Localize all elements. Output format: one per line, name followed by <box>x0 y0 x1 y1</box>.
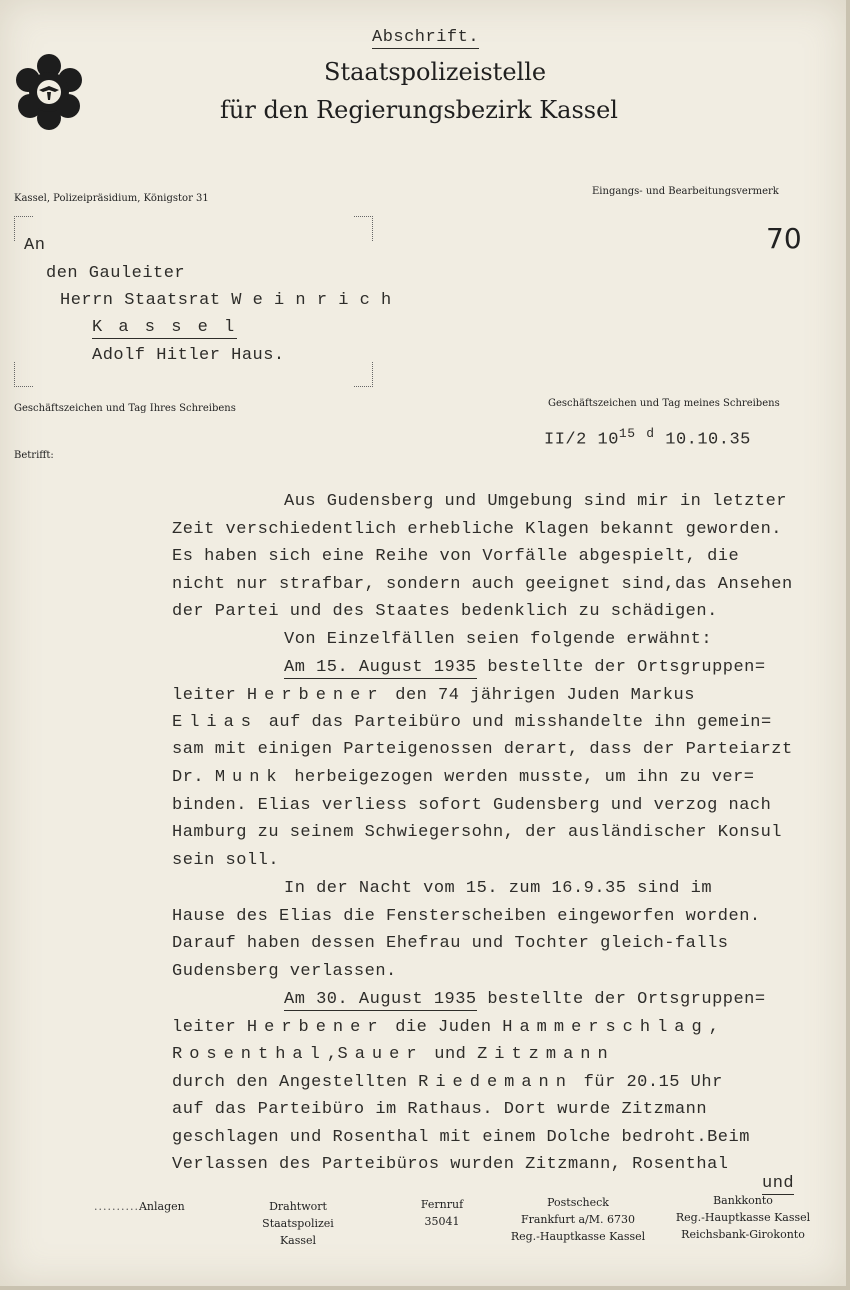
footer-text: Reg.-Hauptkasse Kassel <box>675 1211 811 1224</box>
date-underlined: Am 30. August 1935 <box>284 990 477 1009</box>
body-line: Hause des Elias die Fensterscheiben eingeworfen worden. <box>172 907 761 926</box>
body-text: durch den Angestellten <box>172 1073 419 1092</box>
footer-text: Postscheck <box>547 1196 609 1209</box>
continuation-word: und <box>762 1174 795 1193</box>
body-text: Dr. <box>172 768 215 787</box>
footer-text: Drahtwort <box>269 1200 327 1213</box>
footer-text: Bankkonto <box>713 1194 773 1207</box>
body-line: der Partei und des Staates bedenklich zu schädigen. <box>172 602 718 621</box>
body-line: sein soll. <box>172 851 280 870</box>
body-text: auf das Parteibüro und misshandelte ihn gemein= <box>258 713 772 732</box>
footer-text: Reg.-Hauptkasse Kassel <box>510 1230 646 1243</box>
body-text: bestellte der Ortsgruppen= <box>476 990 766 1009</box>
footer-text: Fernruf <box>420 1198 464 1211</box>
footer-text: Staatspolizei <box>262 1217 334 1230</box>
name-munk: Munk <box>214 768 284 787</box>
name-zitzmann: Zitzmann <box>477 1045 615 1064</box>
name-riedemann: Riedemann <box>418 1073 573 1092</box>
subject-label: Betrifft: <box>14 450 54 461</box>
body-text: , <box>326 1045 338 1064</box>
body-line <box>172 1045 615 1064</box>
name-herbener: Herbener <box>246 1018 385 1037</box>
body-text: für 20.15 Uhr <box>572 1073 723 1092</box>
my-reference-label: Geschäftszeichen und Tag meines Schreibens <box>548 398 780 409</box>
footer-text: 35041 <box>424 1215 460 1228</box>
body-text: herbeigezogen werden musste, um ihn zu ver= <box>283 768 755 787</box>
body-line: Gudensberg verlassen. <box>172 962 397 981</box>
name-hammerschlag: Hammerschlag <box>502 1018 709 1037</box>
window-corner-mark <box>354 216 373 241</box>
footer-telegram <box>258 1198 338 1249</box>
body-line <box>284 658 766 677</box>
body-line: Darauf haben dessen Ehefrau und Tochter gleich-falls <box>172 934 729 953</box>
window-corner-mark <box>354 362 373 387</box>
ref-number: II/2 10 <box>544 430 619 450</box>
copy-label: Abschrift. <box>372 28 480 47</box>
body-text: den 74 jährigen Juden Markus <box>384 686 695 705</box>
body-line <box>172 713 772 732</box>
your-reference-label: Geschäftszeichen und Tag Ihres Schreibens <box>14 403 236 414</box>
name-sauer: Sauer <box>337 1045 424 1064</box>
body-line: In der Nacht vom 15. zum 16.9.35 sind im <box>284 879 713 898</box>
body-text: , <box>708 1018 720 1037</box>
footer-text: Frankfurt a/M. 6730 <box>520 1213 636 1226</box>
ref-date: 10.10.35 <box>665 430 751 450</box>
body-text: und <box>423 1045 478 1064</box>
footer-text: Reichsbank-Girokonto <box>681 1228 805 1241</box>
body-line <box>284 990 766 1009</box>
body-line: geschlagen und Rosenthal mit einem Dolche bedroht.Beim <box>172 1128 750 1147</box>
footer-bank <box>670 1192 816 1243</box>
body-line: Es haben sich eine Reihe von Vorfälle abgespielt, die <box>172 547 740 566</box>
ref-d: d <box>646 426 655 441</box>
office-name-line1: Staatspolizeistelle <box>324 58 547 86</box>
footer-postcheck <box>508 1194 648 1245</box>
body-line: Aus Gudensberg und Umgebung sind mir in letzter <box>284 492 787 511</box>
date-underlined: Am 15. August 1935 <box>284 658 477 677</box>
body-line <box>172 768 755 787</box>
name-elias: Elias <box>172 713 259 732</box>
body-text: leiter <box>172 686 247 705</box>
office-name-line2: für den Regierungsbezirk Kassel <box>220 96 618 124</box>
footer-phone <box>412 1196 472 1230</box>
body-line <box>172 1073 723 1092</box>
my-reference-value <box>544 426 751 450</box>
receipt-note-label: Eingangs- und Bearbeitungsvermerk <box>592 186 779 197</box>
recipient-line: An <box>24 236 46 255</box>
name-herbener: Herbener <box>246 686 385 705</box>
file-number: 70 <box>766 222 802 255</box>
window-corner-mark <box>14 362 33 387</box>
body-line: Zeit verschiedentlich erhebliche Klagen bekannt geworden. <box>172 520 782 539</box>
body-line: sam mit einigen Parteigenossen derart, dass der Parteiarzt <box>172 740 793 759</box>
office-address: Kassel, Polizeipräsidium, Königstor 31 <box>14 193 209 204</box>
dotted-leader: .......... <box>94 1200 139 1213</box>
footer-text: Kassel <box>279 1234 317 1247</box>
recipient-line: den Gauleiter <box>46 264 186 283</box>
ref-superscript: 15 <box>618 426 636 441</box>
eagle-emblem-icon <box>12 52 86 132</box>
body-line: Von Einzelfällen seien folgende erwähnt: <box>284 630 713 649</box>
body-line: nicht nur strafbar, sondern auch geeignet sind,das Ansehen <box>172 575 793 594</box>
attachments-text: Anlagen <box>138 1200 185 1213</box>
body-line: binden. Elias verliess sofort Gudensberg und verzog nach <box>172 796 772 815</box>
body-line: auf das Parteibüro im Rathaus. Dort wurde Zitzmann <box>172 1100 708 1119</box>
recipient-line: Herrn Staatsrat W e i n r i c h <box>60 291 392 310</box>
recipient-line: Adolf Hitler Haus. <box>92 346 285 365</box>
body-line: Verlassen des Parteibüros wurden Zitzmann, Rosenthal <box>172 1155 729 1174</box>
body-text: bestellte der Ortsgruppen= <box>476 658 766 677</box>
name-rosenthal: Rosenthal <box>172 1045 327 1064</box>
attachments-label <box>94 1200 185 1213</box>
body-text: die Juden <box>384 1018 503 1037</box>
recipient-city: K a s s e l <box>92 318 238 337</box>
body-line: Hamburg zu seinem Schwiegersohn, der ausländischer Konsul <box>172 823 782 842</box>
body-line <box>172 686 695 705</box>
body-text: leiter <box>172 1018 247 1037</box>
body-line <box>172 1018 719 1037</box>
